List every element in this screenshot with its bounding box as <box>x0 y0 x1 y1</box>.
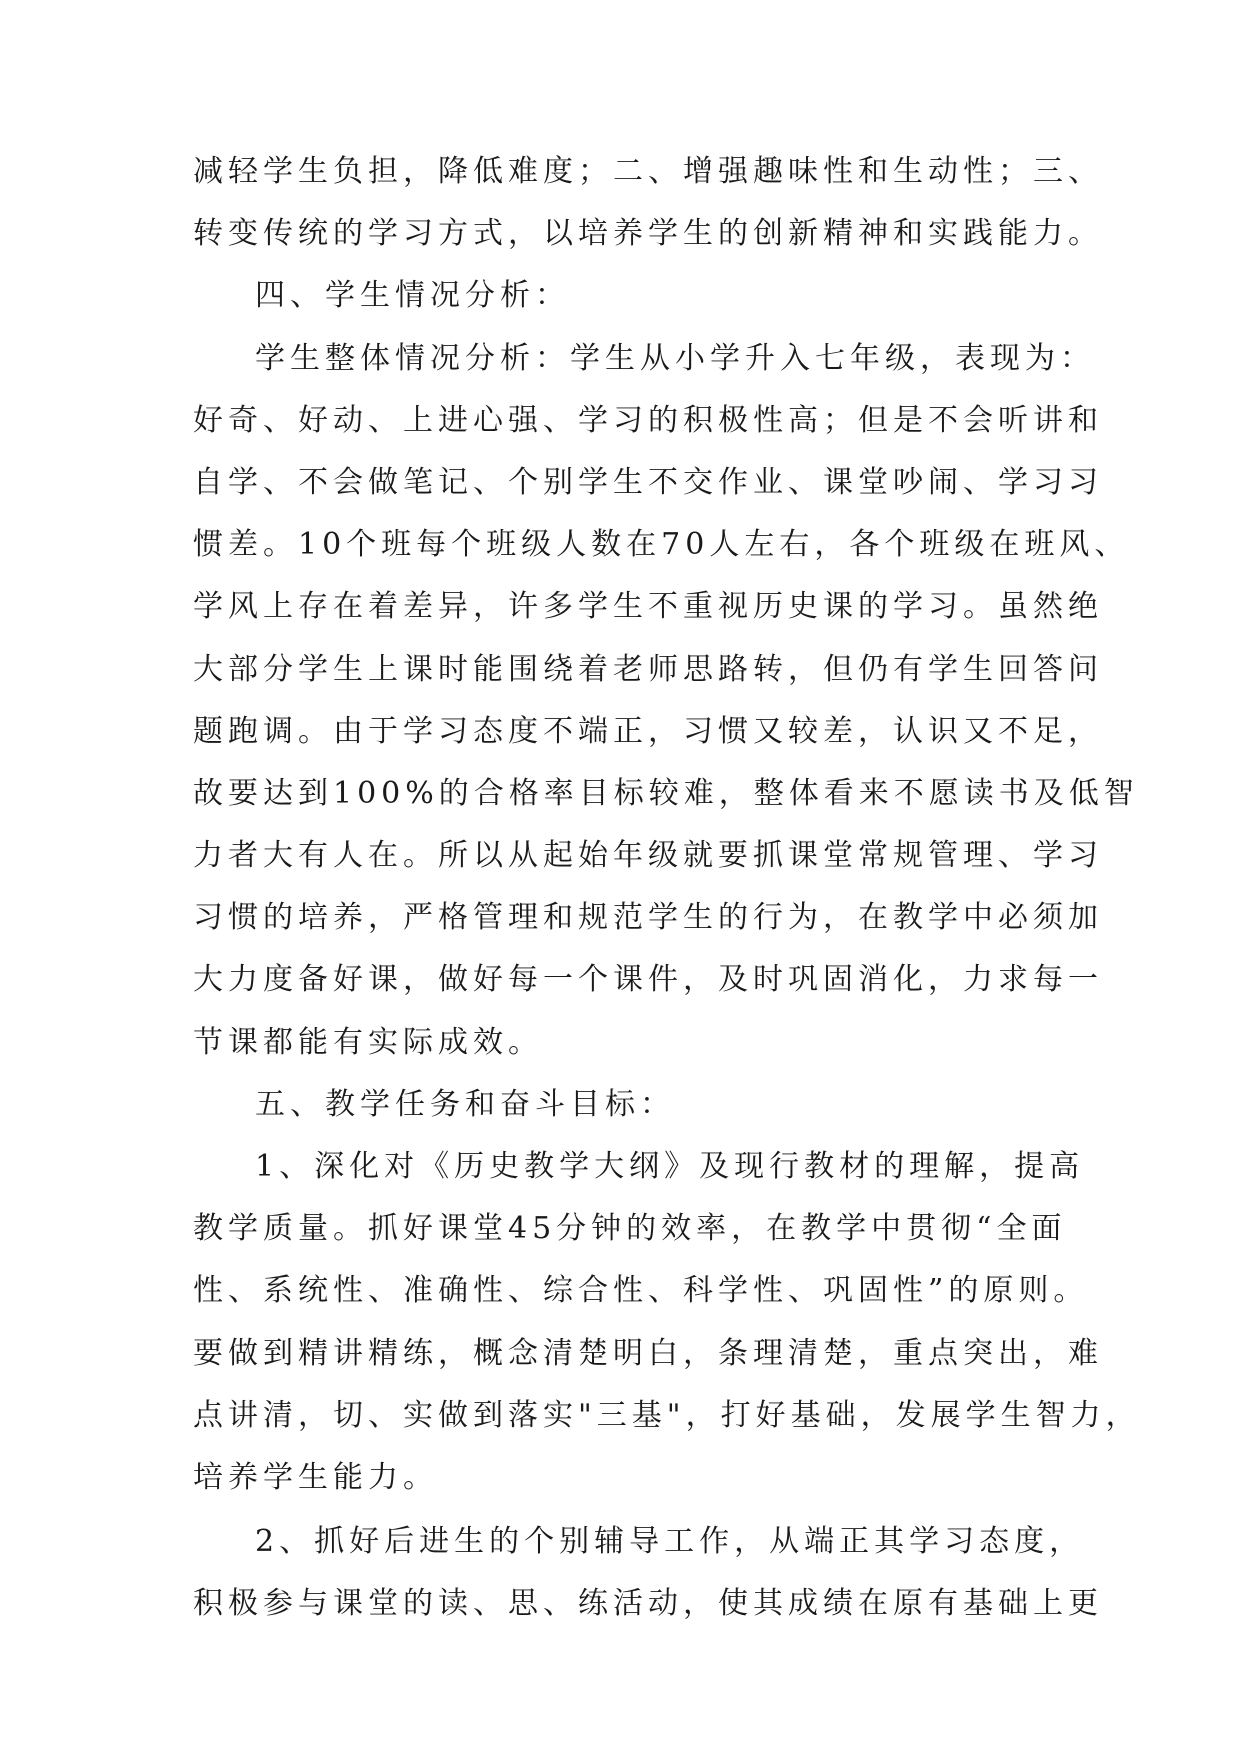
text-line: 习惯的培养，严格管理和规范学生的行为，在教学中必须加 <box>193 900 1103 936</box>
text-line: 点讲清，切、实做到落实"三基"，打好基础，发展学生智力， <box>193 1397 1141 1433</box>
text-line: 2、抓好后进生的个别辅导工作，从端正其学习态度， <box>255 1524 1085 1560</box>
text-line: 积极参与课堂的读、思、练活动，使其成绩在原有基础上更 <box>193 1586 1103 1622</box>
text-line: 学风上存在着差异，许多学生不重视历史课的学习。虽然绝 <box>193 589 1103 625</box>
text-line: 题跑调。由于学习态度不端正，习惯又较差，认识又不足， <box>193 713 1103 749</box>
text-line: 减轻学生负担，降低难度；二、增强趣味性和生动性；三、 <box>193 154 1103 189</box>
text-line: 教学质量。抓好课堂45分钟的效率，在教学中贯彻“全面 <box>193 1211 1067 1247</box>
text-line: 1、深化对《历史教学大纲》及现行教材的理解，提高 <box>255 1149 1085 1184</box>
text-line: 要做到精讲精练，概念清楚明白，条理清楚，重点突出，难 <box>193 1335 1103 1371</box>
text-line: 自学、不会做笔记、个别学生不交作业、课堂吵闹、学习习 <box>193 464 1103 500</box>
text-line: 转变传统的学习方式，以培养学生的创新精神和实践能力。 <box>193 216 1103 252</box>
text-line: 培养学生能力。 <box>193 1459 438 1495</box>
text-line: 性、系统性、准确性、综合性、科学性、巩固性”的原则。 <box>193 1273 1089 1309</box>
text-line: 力者大有人在。所以从起始年级就要抓课堂常规管理、学习 <box>193 838 1103 874</box>
text-line: 大力度备好课，做好每一个课件，及时巩固消化，力求每一 <box>193 962 1103 998</box>
text-line: 好奇、好动、上进心强、学习的积极性高；但是不会听讲和 <box>193 402 1103 438</box>
text-line: 节课都能有实际成效。 <box>193 1024 543 1060</box>
section-heading: 五、教学任务和奋斗目标： <box>255 1086 675 1122</box>
text-line: 大部分学生上课时能围绕着老师思路转，但仍有学生回答问 <box>193 651 1103 687</box>
text-line: 学生整体情况分析：学生从小学升入七年级，表现为： <box>255 340 1095 376</box>
section-heading: 四、学生情况分析： <box>255 278 570 314</box>
text-line: 惯差。10个班每个班级人数在70人左右，各个班级在班风、 <box>193 527 1130 563</box>
text-line: 故要达到100%的合格率目标较难，整体看来不愿读书及低智 <box>193 775 1139 811</box>
